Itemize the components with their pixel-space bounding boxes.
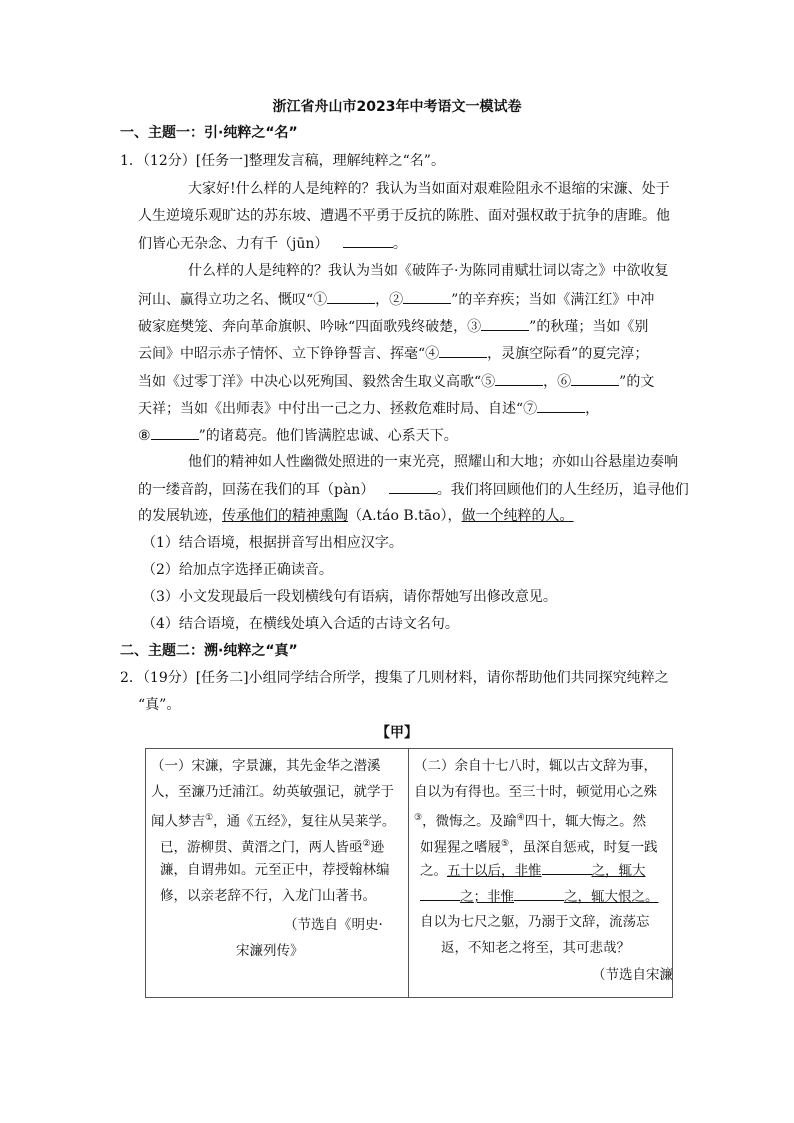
q1-stem: 1．（12分）[任务一]整理发言稿，理解纯粹之“名”。 bbox=[120, 153, 445, 169]
right-line5a: 之。 bbox=[420, 863, 447, 879]
right-line3a: ，微悔之。及踰 bbox=[422, 813, 517, 830]
answer-blank-6[interactable] bbox=[571, 372, 619, 386]
q1-p1-line1: 大家好!什么样的人是纯粹的？我认为当如面对艰难险阻永不退缩的宋濂、处于 bbox=[188, 181, 670, 197]
q1-p1-line3-text: 们皆心无杂念、力有千（jūn） bbox=[138, 236, 329, 252]
q1-p2-line7a: ⑧ bbox=[138, 428, 151, 444]
note-4: ④ bbox=[516, 813, 525, 823]
note-1: ① bbox=[205, 813, 214, 823]
q1-p3-line2a: 的一缕音韵，回荡在我们的耳（pàn） bbox=[138, 482, 375, 498]
q1-p3-underlined-a: 传承他们的精神熏陶 bbox=[222, 508, 348, 524]
right-line1: （二）余自十七八时，辄以古文辞为事， bbox=[414, 758, 657, 774]
q1-p2-line6b: ， bbox=[585, 401, 600, 417]
q1-sub1: （1）结合语境，根据拼音写出相应汉字。 bbox=[142, 535, 403, 551]
right-line6 bbox=[420, 887, 659, 906]
q1-p2-line7 bbox=[138, 426, 458, 445]
answer-blank-3[interactable] bbox=[481, 317, 529, 331]
q1-p2-line2b: ，② bbox=[375, 292, 404, 308]
q1-p2-line2 bbox=[138, 290, 654, 309]
right-underlined-1: 五十以后，非惟 bbox=[447, 863, 542, 879]
q1-p3-line2 bbox=[138, 480, 689, 499]
material-jia-label: 【甲】 bbox=[376, 725, 418, 741]
answer-blank-7[interactable] bbox=[537, 399, 585, 413]
right-underlined-2: 之，辄大 bbox=[591, 863, 646, 879]
right-line8: 返，不知老之将至，其可悲哉？ bbox=[441, 940, 630, 956]
right-line4a: 如猩猩之嗜屐 bbox=[420, 839, 501, 856]
q1-p2-line1: 什么样的人是纯粹的？我认为当如《破阵子·为陈同甫赋壮词以寄之》中欲收复 bbox=[188, 263, 669, 279]
answer-blank-5[interactable] bbox=[495, 372, 543, 386]
q1-p1-line3-end: 。 bbox=[392, 236, 407, 252]
left-line4 bbox=[160, 835, 384, 857]
right-line4 bbox=[420, 835, 658, 857]
exam-title: 浙江省舟山市2023年中考语文一模试卷 bbox=[272, 99, 522, 115]
q1-p3-underlined-b: 做一个纯粹的人。 bbox=[461, 508, 574, 524]
answer-blank-1[interactable] bbox=[327, 290, 375, 304]
left-source2: 宋濂列传》 bbox=[236, 943, 304, 959]
q1-p2-line6a: 天祥；当如《出师表》中付出一己之力、拯救危难时局、自述“⑦ bbox=[138, 401, 538, 417]
q1-p3-line3a: 的发展轨迹， bbox=[138, 508, 222, 524]
q1-p2-line4 bbox=[138, 344, 648, 363]
right-line7: 自以为七尺之躯，乃溺于文辞，流荡忘 bbox=[420, 914, 650, 930]
q1-p1-line3 bbox=[138, 234, 407, 253]
note-2: ② bbox=[362, 839, 371, 849]
q1-p2-line4a: 云间》中昭示赤子情怀、立下铮铮誓言、挥毫“④ bbox=[138, 346, 440, 362]
left-line5: 濂，自谓弗如。元至正中，荐授翰林编 bbox=[160, 862, 390, 878]
left-line3a: 闻人梦吉 bbox=[151, 813, 205, 830]
right-line2: 自以为有得也。至三十时，顿觉用心之殊 bbox=[414, 784, 657, 800]
q1-p3-line3 bbox=[138, 507, 574, 525]
q1-p2-line7b: ”的诸葛亮。他们皆满腔忠诚、心系天下。 bbox=[198, 428, 458, 444]
q2-stem-line1: 2．（19分）[任务二]小组同学结合所学，搜集了几则材料，请你帮助他们共同探究纯粹之 bbox=[120, 670, 669, 686]
answer-blank-9[interactable] bbox=[542, 861, 592, 875]
answer-blank-10[interactable] bbox=[420, 887, 460, 901]
left-line4b: 逊 bbox=[370, 839, 385, 856]
right-line4b: ，虽深自惩戒，时复一践 bbox=[509, 839, 658, 856]
right-underlined-4: 之，辄大恨之。 bbox=[564, 889, 659, 905]
q1-p1-line2: 人生逆境乐观旷达的苏东坡、遭遇不平勇于反抗的陈胜、面对强权敢于抗争的唐雎。他 bbox=[138, 208, 670, 224]
q2-stem-line2: “真”。 bbox=[138, 697, 181, 713]
right-line3 bbox=[414, 809, 646, 831]
left-source1: （节选自《明史· bbox=[284, 917, 383, 933]
left-line2: 人，至濂乃迁浦江。幼英敏强记，就学于 bbox=[151, 784, 394, 800]
q1-p2-line5c: ”的文 bbox=[619, 374, 655, 390]
q1-p2-line5b: ，⑥ bbox=[543, 374, 572, 390]
right-underlined-3: 之；非惟 bbox=[460, 889, 514, 905]
left-line1: （一）宋濂，字景濂，其先金华之潜溪 bbox=[151, 758, 381, 774]
answer-blank-8[interactable] bbox=[151, 426, 199, 440]
left-line4a: 已，游柳贯、黄溍之门，两人皆亟 bbox=[160, 839, 363, 856]
q1-p2-line3 bbox=[138, 317, 648, 336]
q1-p2-line4b: ，灵旗空际看”的夏完淳； bbox=[487, 346, 649, 362]
answer-blank-4[interactable] bbox=[439, 344, 487, 358]
note-3: ③ bbox=[414, 813, 423, 823]
q1-p2-line5a: 当如《过零丁洋》中决心以死殉国、毅然舍生取义高歌“⑤ bbox=[138, 374, 496, 390]
q1-sub4: （4）结合语境，在横线处填入合适的古诗文名句。 bbox=[142, 616, 459, 632]
q1-p2-line3a: 破家庭樊笼、奔向革命旗帜、吟咏“四面歌残终破楚，③ bbox=[138, 319, 482, 335]
q1-p2-line6 bbox=[138, 399, 599, 418]
left-line3 bbox=[151, 809, 395, 831]
answer-blank[interactable] bbox=[343, 234, 393, 248]
q1-sub2: （2）给加点字选择正确读音。 bbox=[142, 562, 333, 578]
right-source: （节选自宋濂 bbox=[592, 967, 673, 983]
section2-heading: 二、主题二：溯·纯粹之“真” bbox=[120, 643, 298, 659]
left-line3b: ，通《五经》，复往从吴莱学。 bbox=[213, 813, 396, 830]
q1-p3-line1: 他们的精神如人性幽微处照进的一束光亮，照耀山和大地；亦如山谷悬崖边奏响 bbox=[188, 454, 678, 470]
q1-p3-line2b: 。我们将回顾他们的人生经历，追寻他们 bbox=[436, 482, 689, 498]
answer-blank-pan[interactable] bbox=[389, 480, 437, 494]
note-5: ⑤ bbox=[501, 839, 510, 849]
answer-blank-2[interactable] bbox=[403, 290, 451, 304]
q1-p2-line5 bbox=[138, 372, 654, 391]
q1-p3-line3c: （A.táo B.tāo）， bbox=[348, 508, 462, 524]
q1-sub3: （3）小文发现最后一段划横线句有语病，请你帮她写出修改意见。 bbox=[142, 589, 557, 605]
right-line5 bbox=[420, 861, 646, 880]
q1-p2-line2a: 河山、赢得立功之名、慨叹“① bbox=[138, 292, 328, 308]
table-divider bbox=[408, 748, 409, 998]
left-line6: 修，以亲老辞不行，入龙门山著书。 bbox=[160, 888, 376, 904]
answer-blank-11[interactable] bbox=[514, 887, 564, 901]
q1-p2-line3b: ”的秋瑾；当如《别 bbox=[529, 319, 649, 335]
q1-p2-line2c: ”的辛弃疾；当如《满江红》中冲 bbox=[451, 292, 655, 308]
section1-heading: 一、主题一：引·纯粹之“名” bbox=[120, 125, 298, 141]
right-line3b: 四十，辄大悔之。然 bbox=[524, 813, 647, 830]
